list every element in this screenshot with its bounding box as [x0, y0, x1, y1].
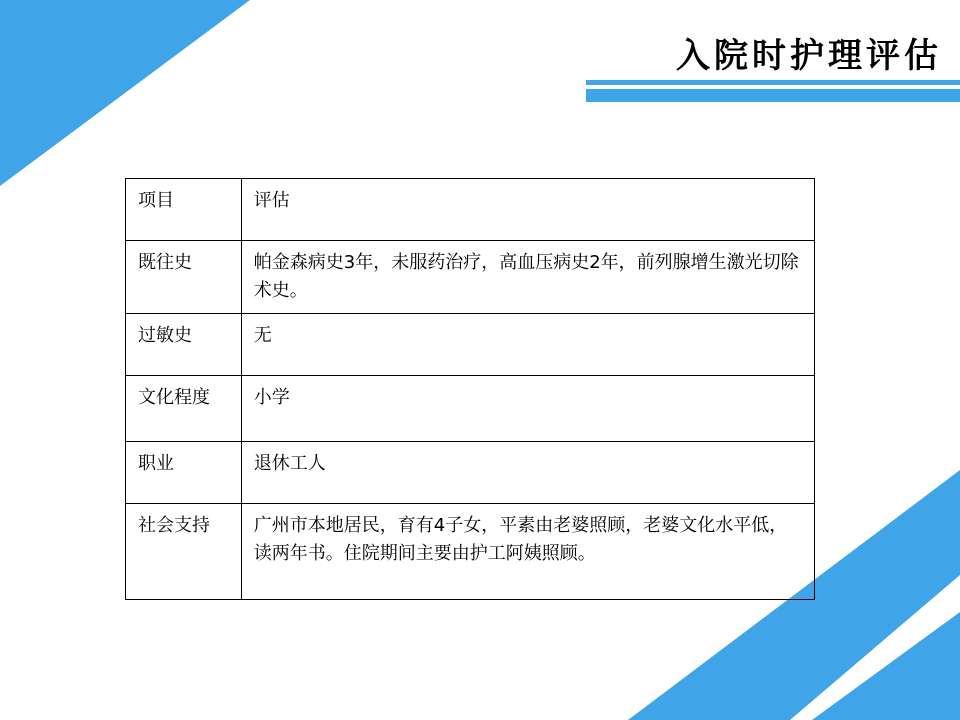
- header-assessment: 评估: [241, 179, 814, 241]
- table-row: [126, 376, 815, 442]
- title-underline-thick: [586, 89, 960, 102]
- row-value: 帕金森病史3年，未服药治疗，高血压病史2年，前列腺增生激光切除术史。: [241, 241, 814, 314]
- row-label: 过敏史: [126, 314, 242, 376]
- row-label: 文化程度: [126, 376, 242, 442]
- title-underline-thin: [586, 80, 960, 85]
- row-value: 广州市本地居民，育有4子女，平素由老婆照顾，老婆文化水平低，读两年书。住院期间主要由护工阿姨照顾。: [241, 504, 814, 600]
- row-value: 无: [241, 314, 814, 376]
- row-value: 退休工人: [241, 442, 814, 504]
- table-row: [126, 442, 815, 504]
- row-label: 社会支持: [126, 504, 242, 600]
- page-title: 入院时护理评估: [676, 36, 942, 76]
- row-value: 小学: [241, 376, 814, 442]
- row-label: 职业: [126, 442, 242, 504]
- table-row: [126, 504, 815, 600]
- table-row: [126, 241, 815, 314]
- row-label: 既往史: [126, 241, 242, 314]
- header-item: 项目: [126, 179, 242, 241]
- assessment-table: [125, 178, 815, 600]
- top-left-stripe: [0, 0, 250, 186]
- table-header-row: [126, 179, 815, 241]
- table-row: [126, 314, 815, 376]
